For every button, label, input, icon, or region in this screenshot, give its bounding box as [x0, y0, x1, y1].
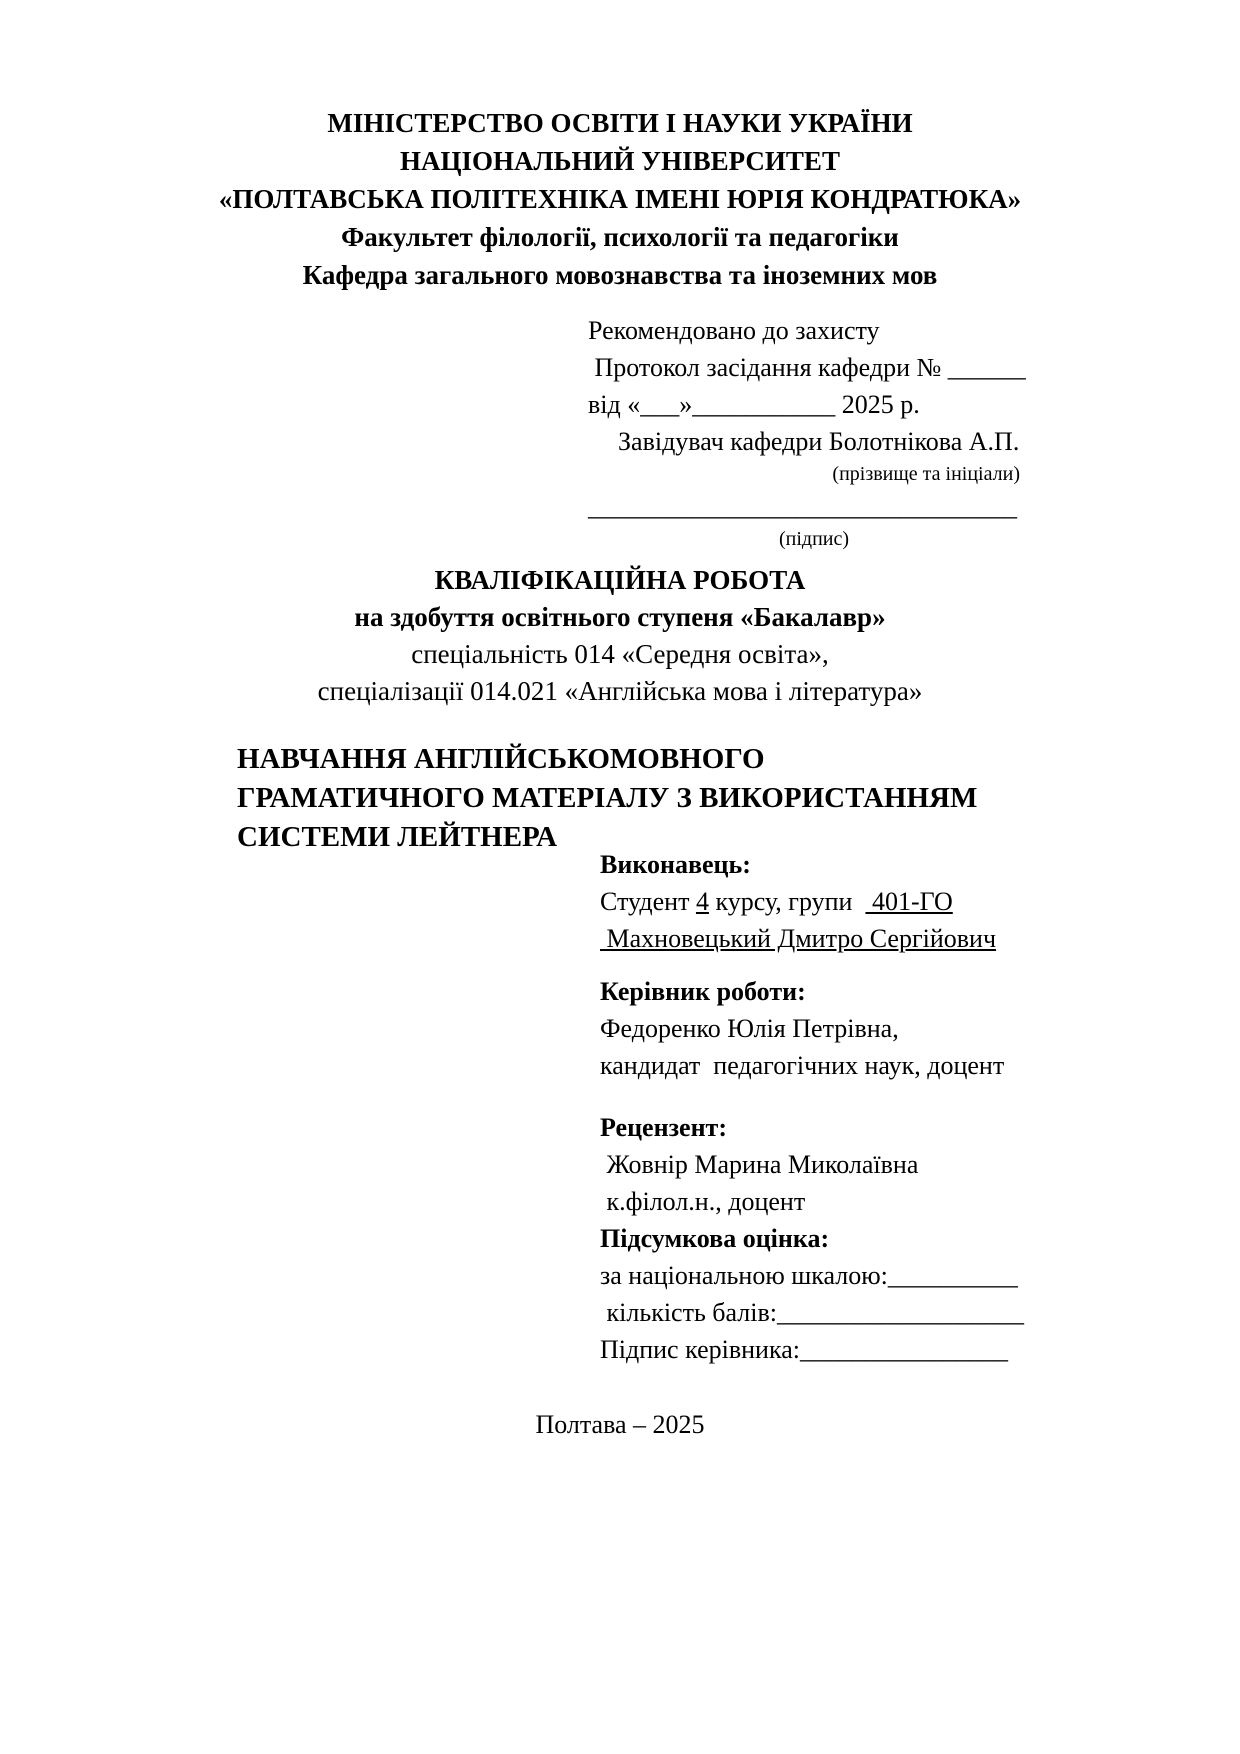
university-name-line: «ПОЛТАВСЬКА ПОЛІТЕХНІКА ІМЕНІ ЮРІЯ КОНДРАТЮКА»: [218, 184, 1022, 214]
work-specialty: спеціальність 014 «Середня освіта»,: [411, 639, 829, 669]
credits-block: [600, 846, 1070, 1368]
approval-block: [588, 312, 1040, 553]
university-header: [0, 104, 1240, 294]
work-specialization: спеціалізації 014.021 «Англійська мова і література»: [317, 676, 923, 706]
supervisor-label: Керівник роботи:: [600, 977, 806, 1006]
approval-signature-caption: (підпис): [778, 528, 850, 550]
grade-label: Підсумкова оцінка:: [600, 1224, 830, 1253]
faculty-line: Факультет філології, психології та педагогіки: [341, 222, 899, 252]
work-degree: на здобуття освітнього ступеня «Бакалавр»: [354, 602, 886, 632]
reviewer-label: Рецензент:: [600, 1113, 727, 1142]
supervisor-title: кандидат педагогічних наук, доцент: [600, 1051, 1005, 1080]
grade-signature: Підпис керівника:________________: [600, 1335, 1008, 1364]
grade-national-scale: за національною шкалою:__________: [600, 1261, 1018, 1290]
grade-points: кількість балів:___________________: [600, 1298, 1024, 1327]
approval-recommended: Рекомендовано до захисту: [588, 316, 880, 345]
department-line: Кафедра загального мовознавства та іноземних мов: [302, 260, 938, 290]
student-course: 4: [695, 887, 709, 916]
student-group: 401-ГО: [865, 887, 953, 916]
approval-name-caption: (прізвище та ініціали): [832, 463, 1020, 485]
approval-date: від «___»___________ 2025 р.: [588, 390, 920, 419]
approval-signature-line: _________________________________: [588, 492, 1017, 521]
thesis-title: НАВЧАННЯ АНГЛІЙСЬКОМОВНОГО ГРАМАТИЧНОГО МАТЕРІАЛУ З ВИКОРИСТАННЯМ СИСТЕМИ ЛЕЙТНЕРА: [237, 743, 985, 853]
executor-label: Виконавець:: [600, 850, 751, 879]
approval-protocol: Протокол засідання кафедри № ______: [588, 353, 1026, 382]
work-block: [0, 562, 1240, 710]
approval-head: Завідувач кафедри Болотнікова А.П.: [618, 427, 1020, 456]
student-name: Махновецький Дмитро Сергійович: [600, 924, 997, 953]
work-title: КВАЛІФІКАЦІЙНА РОБОТА: [434, 565, 806, 595]
reviewer-name: Жовнір Марина Миколаївна: [600, 1150, 919, 1179]
city-year-footer: Полтава – 2025: [535, 1410, 705, 1439]
reviewer-title: к.філол.н., доцент: [600, 1187, 806, 1216]
university-line: НАЦІОНАЛЬНИЙ УНІВЕРСИТЕТ: [400, 146, 840, 176]
ministry-line: МІНІСТЕРСТВО ОСВІТИ І НАУКИ УКРАЇНИ: [327, 108, 913, 138]
student-mid: курсу, групи: [708, 887, 866, 916]
student-line: [600, 883, 1070, 920]
supervisor-name: Федоренко Юлія Петрівна,: [600, 1014, 899, 1043]
student-prefix: Студент: [600, 887, 696, 916]
